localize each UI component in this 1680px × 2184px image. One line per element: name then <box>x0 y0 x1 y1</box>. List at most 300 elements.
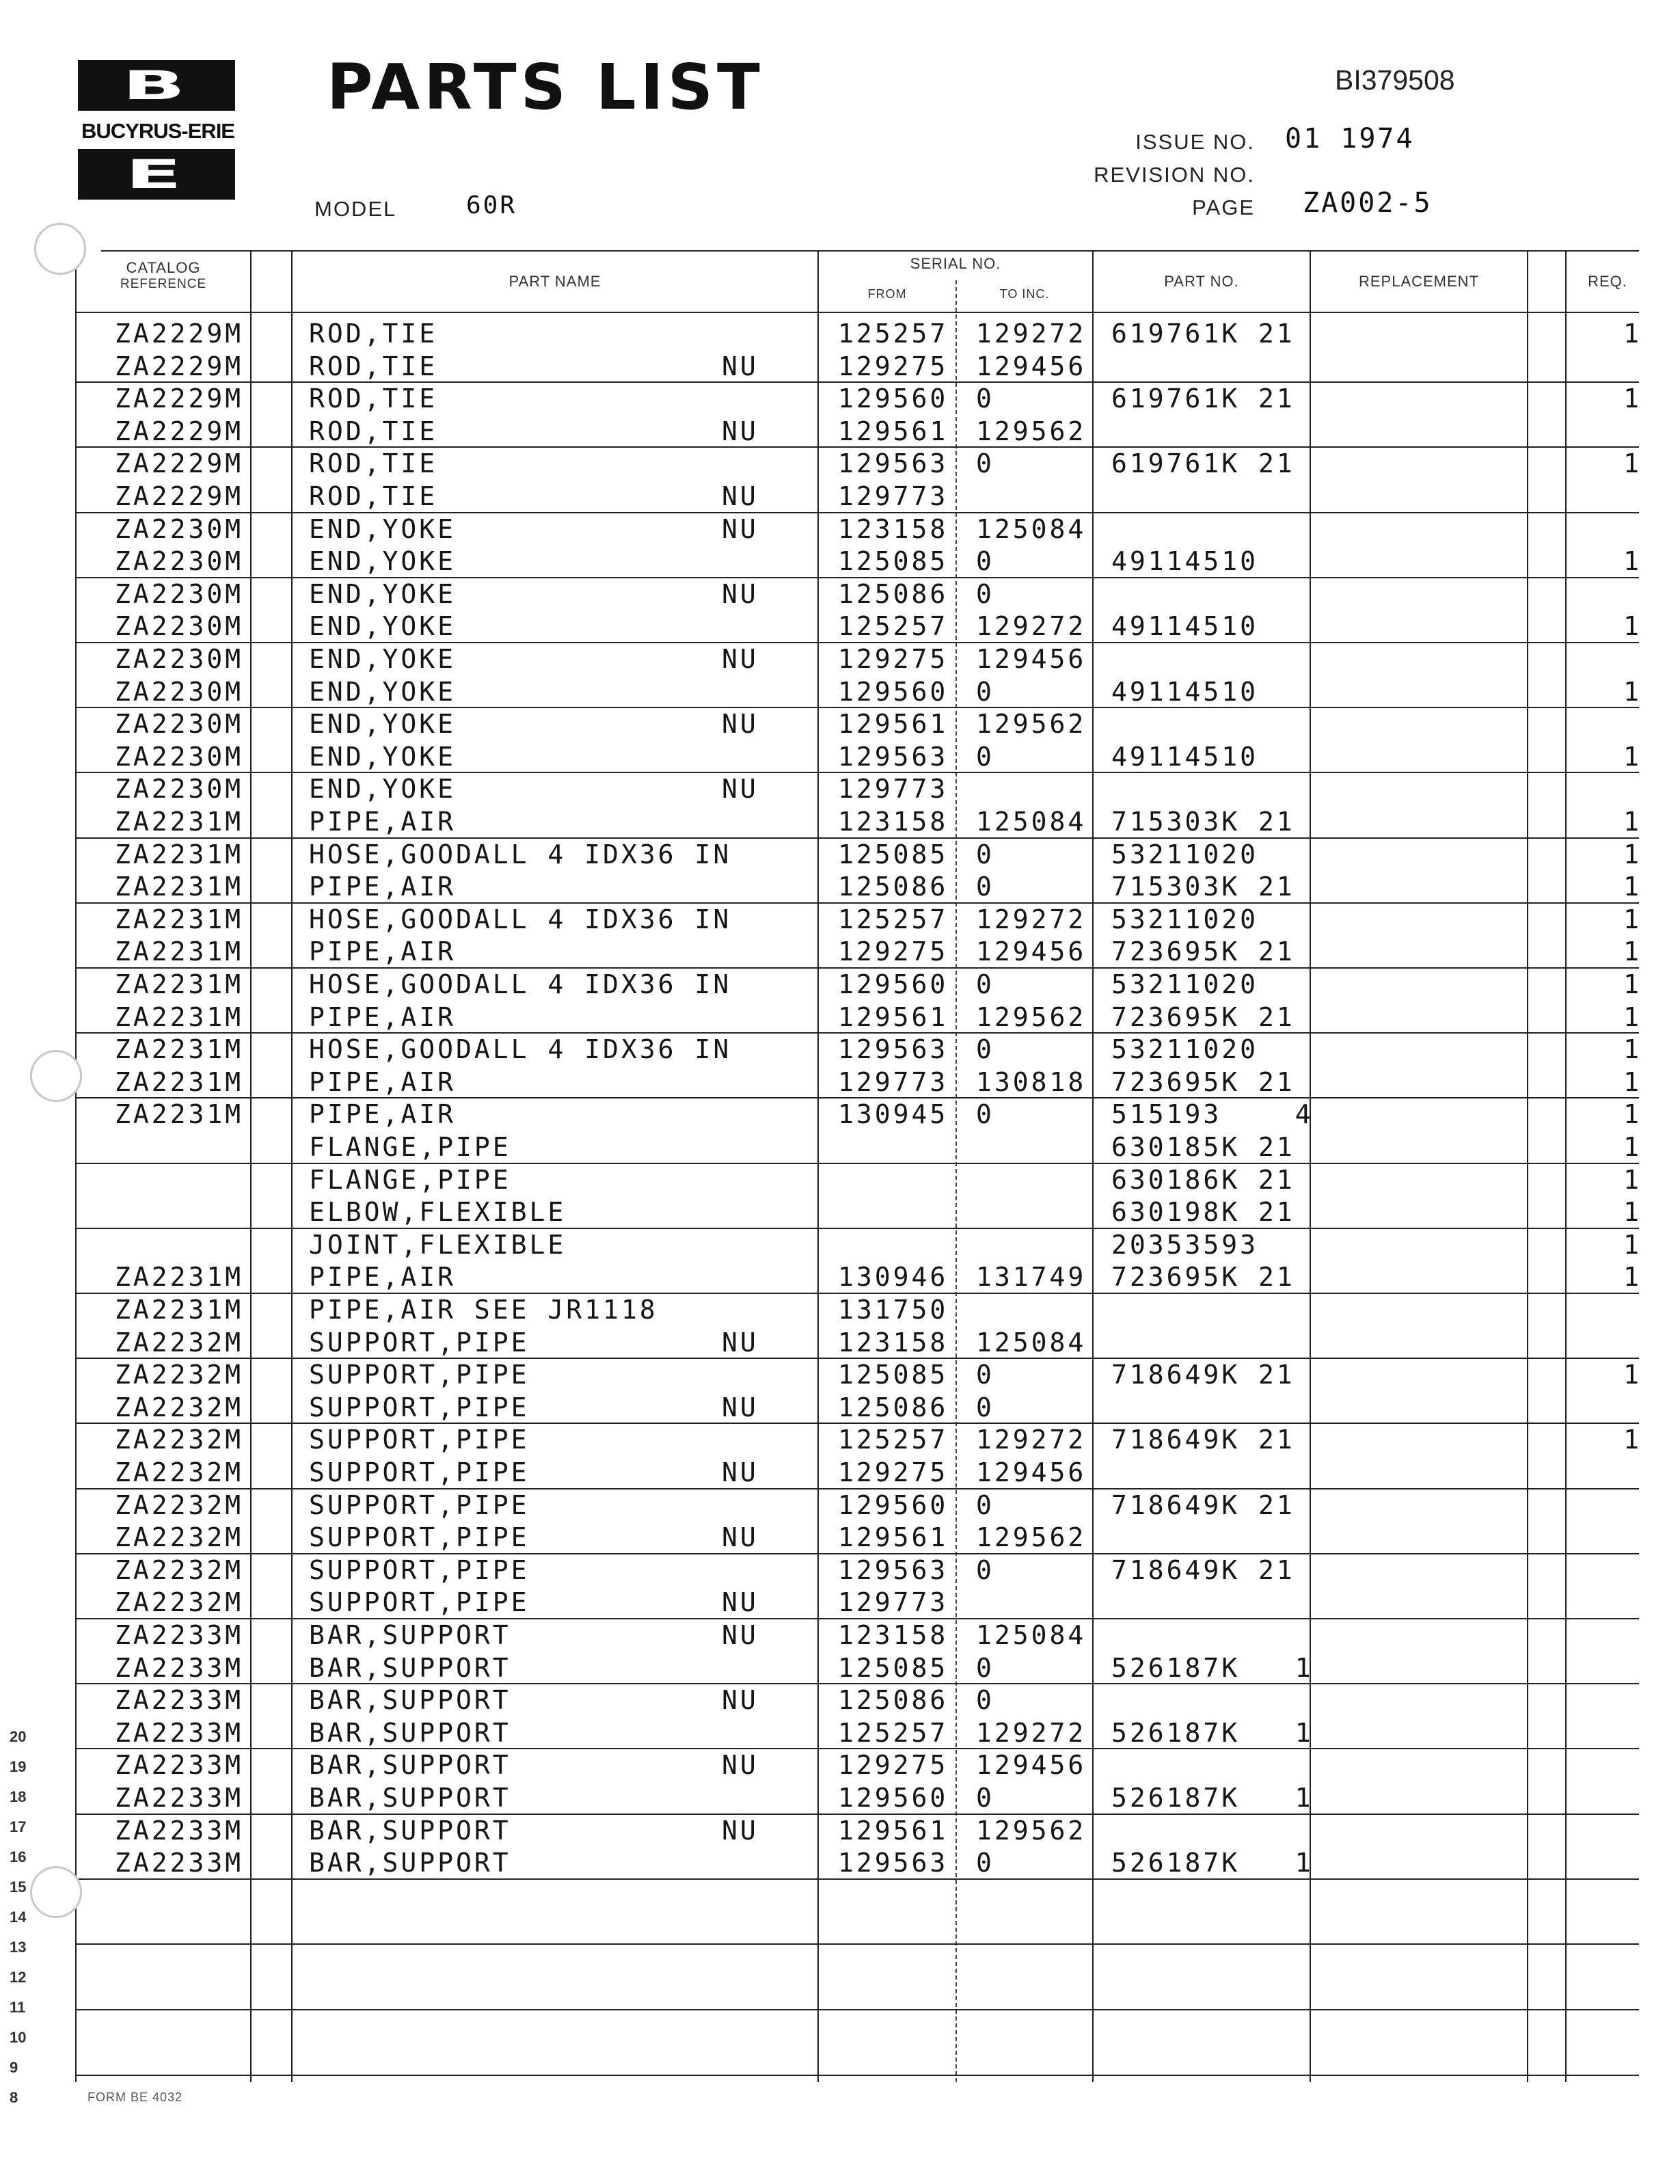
page-value: ZA002-5 <box>1303 187 1433 219</box>
catalog-ref-cell: ZA2232M <box>115 1457 244 1487</box>
catalog-ref-cell: ZA2232M <box>115 1425 244 1455</box>
part-name-cell: HOSE,GOODALL 4 IDX36 IN <box>309 1034 732 1065</box>
serial-to-cell: 125084 <box>976 513 1087 544</box>
nu-flag-cell: NU <box>722 1815 759 1846</box>
punch-hole <box>30 1866 82 1918</box>
serial-to-cell: 0 <box>976 546 994 577</box>
serial-to-cell: 0 <box>976 839 994 869</box>
part-number-cell: 630186K 21 <box>1111 1164 1295 1195</box>
nu-flag-cell: NU <box>722 481 759 511</box>
table-row <box>0 1554 1680 1587</box>
part-name-cell: BAR,SUPPORT <box>309 1652 511 1683</box>
margin-line-number: 12 <box>10 1969 27 1986</box>
part-number-cell: 20353593 <box>1111 1229 1259 1260</box>
serial-from-cell: 125086 <box>838 1685 949 1716</box>
table-row <box>0 350 1680 383</box>
margin-line-number: 18 <box>10 1788 27 1805</box>
table-row <box>0 1228 1680 1261</box>
part-number-cell: 619761K 21 <box>1111 319 1295 349</box>
serial-to-cell: 129456 <box>976 644 1087 674</box>
req-qty-cell: 1 <box>1623 1164 1642 1195</box>
page-title: PARTS LIST <box>327 51 764 124</box>
page-label: PAGE <box>1192 196 1255 219</box>
table-row <box>0 968 1680 1001</box>
part-name-cell: FLANGE,PIPE <box>309 1132 511 1162</box>
serial-from-cell: 129560 <box>838 969 949 999</box>
table-row <box>0 480 1680 513</box>
part-name-cell: BAR,SUPPORT <box>309 1685 511 1716</box>
part-name-cell: PIPE,AIR <box>309 1066 457 1097</box>
serial-from-cell: 129275 <box>838 936 949 967</box>
nu-flag-cell: NU <box>722 416 759 446</box>
col-head-part-name: PART NAME <box>509 273 601 290</box>
col-head-req: REQ. <box>1588 273 1627 290</box>
serial-to-cell: 129456 <box>976 351 1087 381</box>
catalog-ref-cell: ZA2232M <box>115 1554 244 1585</box>
catalog-ref-cell: ZA2231M <box>115 807 244 837</box>
catalog-ref-cell: ZA2231M <box>115 839 244 869</box>
margin-line-number: 8 <box>10 2089 18 2106</box>
empty-row-rule <box>75 1943 1639 1945</box>
document-number: BI379508 <box>1335 64 1455 96</box>
req-qty-cell: 1 <box>1623 872 1642 902</box>
part-number-cell: 718649K 21 <box>1111 1554 1295 1585</box>
serial-from-cell: 129275 <box>838 351 949 381</box>
catalog-ref-cell: ZA2229M <box>115 351 244 381</box>
serial-to-cell: 129562 <box>976 1522 1087 1553</box>
table-row <box>0 1163 1680 1196</box>
req-qty-cell: 1 <box>1623 904 1642 934</box>
serial-from-cell: 129275 <box>838 1750 949 1781</box>
serial-to-cell: 129272 <box>976 904 1087 934</box>
part-name-cell: BAR,SUPPORT <box>309 1815 511 1846</box>
table-row <box>0 1619 1680 1652</box>
req-qty-cell: 1 <box>1623 448 1642 479</box>
req-qty-cell: 1 <box>1623 1360 1642 1390</box>
serial-to-cell: 0 <box>976 1652 994 1683</box>
table-row <box>0 1814 1680 1847</box>
req-qty-cell: 1 <box>1623 319 1642 349</box>
part-name-cell: END,YOKE <box>309 741 457 772</box>
part-number-cell: 49114510 <box>1111 676 1259 707</box>
serial-to-cell: 129562 <box>976 1815 1087 1846</box>
serial-from-cell: 129560 <box>838 1489 949 1520</box>
logo-bottom-block <box>78 149 235 200</box>
punch-hole <box>30 1050 82 1102</box>
issue-value: 01 1974 <box>1285 123 1415 154</box>
catalog-ref-cell: ZA2231M <box>115 1295 244 1325</box>
col-head-catalog-line1: CATALOG <box>126 259 201 276</box>
col-head-catalog <box>77 260 250 293</box>
part-name-cell: PIPE,AIR <box>309 872 457 902</box>
req-qty-cell: 1 <box>1623 807 1642 837</box>
part-name-cell: SUPPORT,PIPE <box>309 1554 530 1585</box>
empty-row-rule <box>75 2075 1639 2076</box>
table-row <box>0 1684 1680 1716</box>
part-number-cell: 526187K 1 <box>1111 1783 1314 1813</box>
serial-from-cell: 125085 <box>838 546 949 577</box>
serial-to-cell: 131749 <box>976 1262 1087 1293</box>
margin-line-number: 11 <box>10 1999 26 2016</box>
serial-from-cell: 129561 <box>838 709 949 740</box>
part-name-cell: BAR,SUPPORT <box>309 1848 511 1878</box>
serial-to-cell: 0 <box>976 1685 994 1716</box>
nu-flag-cell: NU <box>722 1620 759 1650</box>
serial-from-cell: 129563 <box>838 1848 949 1878</box>
serial-from-cell: 129561 <box>838 1815 949 1846</box>
part-number-cell: 630185K 21 <box>1111 1132 1295 1162</box>
serial-from-cell: 129275 <box>838 1457 949 1487</box>
catalog-ref-cell: ZA2231M <box>115 872 244 902</box>
part-name-cell: END,YOKE <box>309 546 457 577</box>
part-number-cell: 630198K 21 <box>1111 1197 1295 1228</box>
catalog-ref-cell: ZA2231M <box>115 1262 244 1293</box>
catalog-ref-cell: ZA2229M <box>115 481 244 511</box>
req-qty-cell: 1 <box>1623 1132 1642 1162</box>
serial-from-cell: 129773 <box>838 774 949 805</box>
col-head-serial-no: SERIAL NO. <box>910 255 1001 272</box>
issue-label: ISSUE NO. <box>1135 130 1255 154</box>
serial-to-cell: 129456 <box>976 936 1087 967</box>
table-row <box>0 415 1680 448</box>
margin-line-number: 13 <box>10 1939 27 1956</box>
model-label: MODEL <box>314 197 397 221</box>
serial-from-cell: 129563 <box>838 1554 949 1585</box>
req-qty-cell: 1 <box>1623 1197 1642 1228</box>
part-number-cell: 718649K 21 <box>1111 1425 1295 1455</box>
serial-from-cell: 125085 <box>838 1652 949 1683</box>
col-head-catalog-line2: REFERENCE <box>120 277 207 291</box>
table-row <box>0 675 1680 708</box>
catalog-ref-cell: ZA2232M <box>115 1392 244 1423</box>
part-number-cell: 53211020 <box>1111 904 1259 934</box>
nu-flag-cell: NU <box>722 1522 759 1553</box>
serial-from-cell: 125257 <box>838 1717 949 1748</box>
serial-to-cell: 0 <box>976 1392 994 1423</box>
catalog-ref-cell: ZA2233M <box>115 1783 244 1813</box>
part-name-cell: ROD,TIE <box>309 416 438 446</box>
margin-line-number: 14 <box>10 1909 27 1926</box>
col-head-part-no: PART NO. <box>1164 273 1239 290</box>
catalog-ref-cell: ZA2231M <box>115 1066 244 1097</box>
req-qty-cell: 1 <box>1623 1066 1642 1097</box>
table-top-rule <box>101 250 1639 252</box>
part-number-cell: 526187K 1 <box>1111 1717 1314 1748</box>
nu-flag-cell: NU <box>722 351 759 381</box>
nu-flag-cell: NU <box>722 1392 759 1423</box>
part-number-cell: 723695K 21 <box>1111 1066 1295 1097</box>
serial-from-cell: 129563 <box>838 1034 949 1065</box>
serial-to-cell: 125084 <box>976 1620 1087 1650</box>
catalog-ref-cell: ZA2233M <box>115 1815 244 1846</box>
serial-from-cell: 129773 <box>838 1587 949 1618</box>
table-row <box>0 1781 1680 1814</box>
serial-from-cell: 125257 <box>838 319 949 349</box>
part-number-cell: 723695K 21 <box>1111 1262 1295 1293</box>
catalog-ref-cell: ZA2230M <box>115 546 244 577</box>
catalog-ref-cell: ZA2232M <box>115 1327 244 1358</box>
catalog-ref-cell: ZA2233M <box>115 1848 244 1878</box>
part-name-cell: ELBOW,FLEXIBLE <box>309 1197 567 1228</box>
serial-to-cell: 0 <box>976 1554 994 1585</box>
part-number-cell: 515193 4 <box>1111 1099 1314 1130</box>
part-name-cell: FLANGE,PIPE <box>309 1164 511 1195</box>
table-row <box>0 1391 1680 1424</box>
table-row <box>0 1423 1680 1456</box>
nu-flag-cell: NU <box>722 1685 759 1716</box>
serial-to-cell: 0 <box>976 1783 994 1813</box>
part-name-cell: END,YOKE <box>309 774 457 805</box>
part-name-cell: BAR,SUPPORT <box>309 1717 511 1748</box>
serial-to-cell: 0 <box>976 1360 994 1390</box>
table-row <box>0 382 1680 415</box>
nu-flag-cell: NU <box>722 513 759 544</box>
part-number-cell: 715303K 21 <box>1111 872 1295 902</box>
nu-flag-cell: NU <box>722 709 759 740</box>
table-row <box>0 707 1680 740</box>
table-row <box>0 1521 1680 1554</box>
catalog-ref-cell: ZA2230M <box>115 513 244 544</box>
catalog-ref-cell: ZA2231M <box>115 936 244 967</box>
serial-to-cell: 130818 <box>976 1066 1087 1097</box>
nu-flag-cell: NU <box>722 1750 759 1781</box>
serial-from-cell: 129560 <box>838 1783 949 1813</box>
req-qty-cell: 1 <box>1623 1229 1642 1260</box>
serial-from-cell: 123158 <box>838 1620 949 1650</box>
part-name-cell: SUPPORT,PIPE <box>309 1522 530 1553</box>
serial-from-cell: 129561 <box>838 1522 949 1553</box>
table-row <box>0 1489 1680 1522</box>
table-row <box>0 903 1680 936</box>
table-row <box>0 1716 1680 1749</box>
catalog-ref-cell: ZA2232M <box>115 1587 244 1618</box>
logo-company-name: BUCYRUS-ERIE <box>81 119 234 143</box>
serial-from-cell: 123158 <box>838 807 949 837</box>
part-name-cell: SUPPORT,PIPE <box>309 1425 530 1455</box>
serial-to-cell: 129562 <box>976 1001 1087 1032</box>
serial-from-cell: 129560 <box>838 383 949 414</box>
req-qty-cell: 1 <box>1623 1034 1642 1065</box>
serial-to-cell: 129272 <box>976 1717 1087 1748</box>
nu-flag-cell: NU <box>722 1457 759 1487</box>
serial-to-cell: 0 <box>976 676 994 707</box>
req-qty-cell: 1 <box>1623 936 1642 967</box>
table-row <box>0 1749 1680 1781</box>
part-name-cell: ROD,TIE <box>309 319 438 349</box>
revision-label: REVISION NO. <box>1094 163 1255 187</box>
table-row <box>0 805 1680 838</box>
serial-from-cell: 129563 <box>838 741 949 772</box>
part-number-cell: 619761K 21 <box>1111 448 1295 479</box>
part-name-cell: SUPPORT,PIPE <box>309 1392 530 1423</box>
margin-line-number: 10 <box>10 2029 27 2046</box>
table-row <box>0 1326 1680 1359</box>
margin-line-number: 15 <box>10 1878 27 1896</box>
serial-to-cell: 0 <box>976 1489 994 1520</box>
table-header-rule <box>75 312 1639 313</box>
req-qty-cell: 1 <box>1623 1001 1642 1032</box>
nu-flag-cell: NU <box>722 1587 759 1618</box>
nu-flag-cell: NU <box>722 1327 759 1358</box>
table-row <box>0 1846 1680 1879</box>
margin-line-number: 19 <box>10 1758 27 1775</box>
nu-flag-cell: NU <box>722 774 759 805</box>
serial-from-cell: 129275 <box>838 644 949 674</box>
col-head-replacement: REPLACEMENT <box>1358 273 1480 290</box>
req-qty-cell: 1 <box>1623 1262 1642 1293</box>
part-name-cell: HOSE,GOODALL 4 IDX36 IN <box>309 839 732 869</box>
part-name-cell: PIPE,AIR SEE JR1118 <box>309 1295 658 1325</box>
serial-from-cell: 130945 <box>838 1099 949 1130</box>
logo-top-block <box>78 60 235 111</box>
req-qty-cell: 1 <box>1623 611 1642 642</box>
req-qty-cell: 1 <box>1623 676 1642 707</box>
part-name-cell: END,YOKE <box>309 676 457 707</box>
serial-to-cell: 129272 <box>976 319 1087 349</box>
req-qty-cell: 1 <box>1623 839 1642 869</box>
part-name-cell: PIPE,AIR <box>309 1099 457 1130</box>
nu-flag-cell: NU <box>722 644 759 674</box>
margin-line-number: 9 <box>10 2059 18 2076</box>
serial-to-cell: 0 <box>976 741 994 772</box>
empty-row-rule <box>75 2009 1639 2010</box>
part-name-cell: HOSE,GOODALL 4 IDX36 IN <box>309 969 732 999</box>
part-name-cell: SUPPORT,PIPE <box>309 1327 530 1358</box>
part-name-cell: SUPPORT,PIPE <box>309 1457 530 1487</box>
part-name-cell: ROD,TIE <box>309 351 438 381</box>
req-qty-cell: 1 <box>1623 1425 1642 1455</box>
table-row <box>0 1196 1680 1228</box>
table-row <box>0 1652 1680 1684</box>
catalog-ref-cell: ZA2230M <box>115 676 244 707</box>
serial-to-cell: 129456 <box>976 1457 1087 1487</box>
col-head-from: FROM <box>867 287 907 301</box>
catalog-ref-cell: ZA2230M <box>115 611 244 642</box>
part-number-cell: 53211020 <box>1111 1034 1259 1065</box>
part-name-cell: BAR,SUPPORT <box>309 1750 511 1781</box>
catalog-ref-cell: ZA2230M <box>115 774 244 805</box>
serial-to-cell: 125084 <box>976 807 1087 837</box>
part-name-cell: HOSE,GOODALL 4 IDX36 IN <box>309 904 732 934</box>
col-head-to-inc: TO INC. <box>999 287 1050 301</box>
part-name-cell: PIPE,AIR <box>309 1001 457 1032</box>
part-name-cell: BAR,SUPPORT <box>309 1783 511 1813</box>
serial-to-cell: 0 <box>976 1099 994 1130</box>
part-name-cell: BAR,SUPPORT <box>309 1620 511 1650</box>
part-name-cell: END,YOKE <box>309 709 457 740</box>
serial-from-cell: 125257 <box>838 1425 949 1455</box>
catalog-ref-cell: ZA2229M <box>115 416 244 446</box>
nu-flag-cell: NU <box>722 578 759 609</box>
part-name-cell: SUPPORT,PIPE <box>309 1587 530 1618</box>
catalog-ref-cell: ZA2233M <box>115 1620 244 1650</box>
serial-from-cell: 125257 <box>838 904 949 934</box>
serial-to-cell: 125084 <box>976 1327 1087 1358</box>
catalog-ref-cell: ZA2231M <box>115 1001 244 1032</box>
table-row <box>0 317 1680 350</box>
catalog-ref-cell: ZA2229M <box>115 319 244 349</box>
table-row <box>0 772 1680 805</box>
table-row <box>0 610 1680 643</box>
serial-from-cell: 129773 <box>838 481 949 511</box>
model-value: 60R <box>466 191 517 219</box>
req-qty-cell: 1 <box>1623 546 1642 577</box>
part-name-cell: PIPE,AIR <box>309 1262 457 1293</box>
catalog-ref-cell: ZA2231M <box>115 969 244 999</box>
part-number-cell: 49114510 <box>1111 546 1259 577</box>
req-qty-cell: 1 <box>1623 741 1642 772</box>
part-name-cell: END,YOKE <box>309 611 457 642</box>
part-name-cell: ROD,TIE <box>309 481 438 511</box>
catalog-ref-cell: ZA2231M <box>115 1099 244 1130</box>
catalog-ref-cell: ZA2233M <box>115 1685 244 1716</box>
req-qty-cell: 1 <box>1623 969 1642 999</box>
serial-to-cell: 129272 <box>976 611 1087 642</box>
serial-from-cell: 125257 <box>838 611 949 642</box>
serial-to-cell: 129562 <box>976 416 1087 446</box>
table-row <box>0 1260 1680 1293</box>
catalog-ref-cell: ZA2233M <box>115 1717 244 1748</box>
margin-line-number: 20 <box>10 1728 27 1745</box>
part-number-cell: 718649K 21 <box>1111 1360 1295 1390</box>
serial-to-cell: 0 <box>976 383 994 414</box>
part-number-cell: 49114510 <box>1111 741 1259 772</box>
catalog-ref-cell: ZA2229M <box>115 448 244 479</box>
margin-line-number: 16 <box>10 1848 27 1865</box>
serial-from-cell: 129561 <box>838 1001 949 1032</box>
part-number-cell: 53211020 <box>1111 969 1259 999</box>
part-number-cell: 49114510 <box>1111 611 1259 642</box>
part-name-cell: SUPPORT,PIPE <box>309 1489 530 1520</box>
logo-b-letter: B <box>122 62 191 109</box>
part-number-cell: 619761K 21 <box>1111 383 1295 414</box>
serial-to-cell: 0 <box>976 1034 994 1065</box>
form-number: FORM BE 4032 <box>87 2090 183 2104</box>
serial-to-cell: 129562 <box>976 709 1087 740</box>
serial-from-cell: 130946 <box>838 1262 949 1293</box>
serial-from-cell: 129560 <box>838 676 949 707</box>
catalog-ref-cell: ZA2231M <box>115 1034 244 1065</box>
catalog-ref-cell: ZA2232M <box>115 1360 244 1390</box>
part-name-cell: ROD,TIE <box>309 448 438 479</box>
part-number-cell: 723695K 21 <box>1111 1001 1295 1032</box>
serial-from-cell: 125086 <box>838 1392 949 1423</box>
serial-from-cell: 125085 <box>838 839 949 869</box>
table-row <box>0 1033 1680 1066</box>
serial-to-cell: 129456 <box>976 1750 1087 1781</box>
serial-from-cell: 125086 <box>838 578 949 609</box>
catalog-ref-cell: ZA2230M <box>115 709 244 740</box>
serial-to-cell: 0 <box>976 578 994 609</box>
part-number-cell: 53211020 <box>1111 839 1259 869</box>
part-number-cell: 718649K 21 <box>1111 1489 1295 1520</box>
catalog-ref-cell: ZA2233M <box>115 1750 244 1781</box>
part-name-cell: PIPE,AIR <box>309 936 457 967</box>
serial-from-cell: 125085 <box>838 1360 949 1390</box>
catalog-ref-cell: ZA2230M <box>115 741 244 772</box>
table-row <box>0 838 1680 871</box>
serial-to-cell: 0 <box>976 448 994 479</box>
part-number-cell: 526187K 1 <box>1111 1652 1314 1683</box>
part-number-cell: 715303K 21 <box>1111 807 1295 837</box>
catalog-ref-cell: ZA2231M <box>115 904 244 934</box>
part-name-cell: SUPPORT,PIPE <box>309 1360 530 1390</box>
serial-from-cell: 129563 <box>838 448 949 479</box>
table-row <box>0 870 1680 903</box>
serial-to-cell: 0 <box>976 872 994 902</box>
table-row <box>0 1586 1680 1619</box>
part-name-cell: ROD,TIE <box>309 383 438 414</box>
